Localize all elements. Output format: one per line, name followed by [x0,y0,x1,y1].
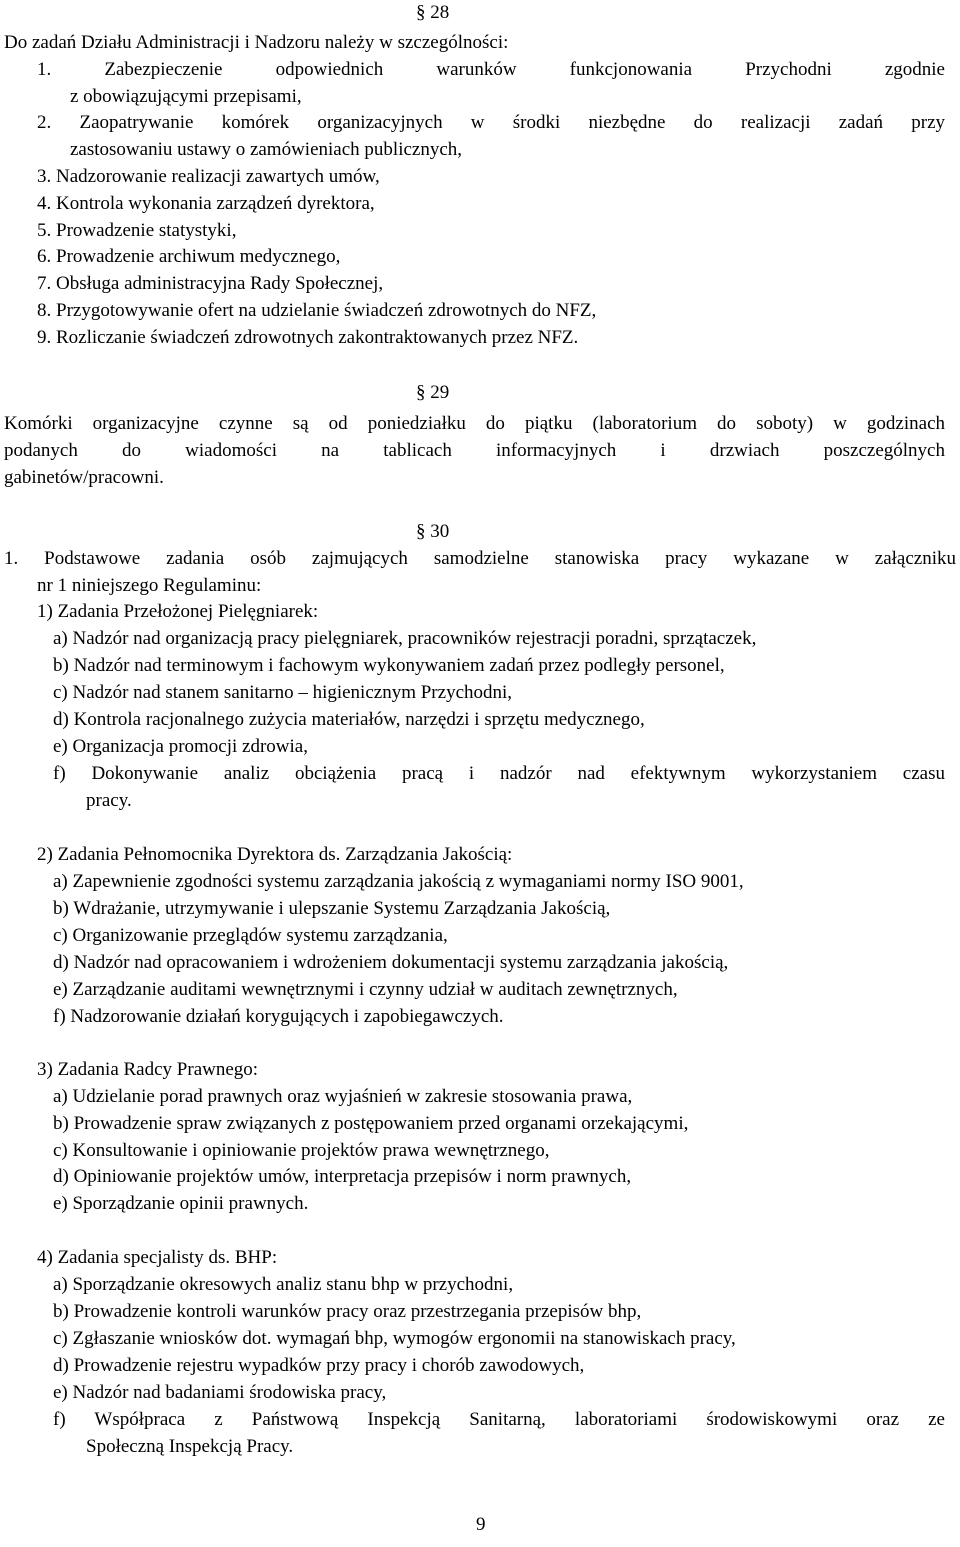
list-item: zastosowaniu ustawy o zamówieniach publicznych, [70,139,463,160]
list-item: b) Wdrażanie, utrzymywanie i ulepszanie Systemu Zarządzania Jakością, [53,898,611,919]
paragraph-line: Komórki organizacyjne czynne są od poniedziałku do piątku (laboratorium do soboty) w godzinach [4,413,945,434]
list-item: 8. Przygotowywanie ofert na udzielanie świadczeń zdrowotnych do NFZ, [37,300,597,321]
list-item: 7. Obsługa administracyjna Rady Społecznej, [37,273,384,294]
list-item: 3. Nadzorowanie realizacji zawartych umów, [37,166,380,187]
section-28-heading: § 28 [416,2,450,23]
list-item: e) Zarządzanie auditami wewnętrznymi i czynny udział w auditach zewnętrznych, [53,979,678,1000]
group-title: 2) Zadania Pełnomocnika Dyrektora ds. Zarządzania Jakością: [37,844,513,865]
list-item: d) Nadzór nad opracowaniem i wdrożeniem dokumentacji systemu zarządzania jakością, [53,952,729,973]
list-item: 9. Rozliczanie świadczeń zdrowotnych zakontraktowanych przez NFZ. [37,327,579,348]
list-item: a) Udzielanie porad prawnych oraz wyjaśnień w zakresie stosowania prawa, [53,1086,633,1107]
list-item: 2. Zaopatrywanie komórek organizacyjnych w środki niezbędne do realizacji zadań przy [37,112,945,133]
list-item: c) Organizowanie przeglądów systemu zarządzania, [53,925,448,946]
list-item: d) Prowadzenie rejestru wypadków przy pracy i chorób zawodowych, [53,1355,585,1376]
list-item: c) Konsultowanie i opiniowanie projektów prawa wewnętrznego, [53,1140,550,1161]
section-29-heading: § 29 [416,382,450,403]
list-item: b) Prowadzenie kontroli warunków pracy oraz przestrzegania przepisów bhp, [53,1301,642,1322]
paragraph-line: 1. Podstawowe zadania osób zajmujących samodzielne stanowiska pracy wykazane w załączniku [4,548,956,569]
list-item: a) Sporządzanie okresowych analiz stanu bhp w przychodni, [53,1274,514,1295]
list-item: e) Nadzór nad badaniami środowiska pracy, [53,1382,387,1403]
group-title: 3) Zadania Radcy Prawnego: [37,1059,259,1080]
list-item: Społeczną Inspekcją Pracy. [86,1436,294,1457]
section-30-heading: § 30 [416,521,450,542]
list-item: d) Opiniowanie projektów umów, interpretacja przepisów i norm prawnych, [53,1166,632,1187]
paragraph-line: podanych do wiadomości na tablicach informacyjnych i drzwiach poszczególnych [4,440,945,461]
list-item: z obowiązującymi przepisami, [70,86,302,107]
list-item: c) Nadzór nad stanem sanitarno – higienicznym Przychodni, [53,682,513,703]
list-item: e) Sporządzanie opinii prawnych. [53,1193,309,1214]
list-item: f) Nadzorowanie działań korygujących i zapobiegawczych. [53,1006,504,1027]
list-item: pracy. [86,790,132,811]
list-item: d) Kontrola racjonalnego zużycia materiałów, narzędzi i sprzętu medycznego, [53,709,645,730]
section-28-intro: Do zadań Działu Administracji i Nadzoru należy w szczególności: [4,32,509,53]
list-item: b) Nadzór nad terminowym i fachowym wykonywaniem zadań przez podległy personel, [53,655,725,676]
paragraph-line: nr 1 niniejszego Regulaminu: [37,575,262,596]
list-item: 4. Kontrola wykonania zarządzeń dyrektora, [37,193,375,214]
group-title: 1) Zadania Przełożonej Pielęgniarek: [37,601,319,622]
list-item: b) Prowadzenie spraw związanych z postępowaniem przed organami orzekającymi, [53,1113,689,1134]
list-item: c) Zgłaszanie wniosków dot. wymagań bhp, wymogów ergonomii na stanowiskach pracy, [53,1328,736,1349]
list-item: f) Współpraca z Państwową Inspekcją Sanitarną, laboratoriami środowiskowymi oraz ze [53,1409,945,1430]
list-item: a) Zapewnienie zgodności systemu zarządzania jakością z wymaganiami normy ISO 9001, [53,871,744,892]
list-item: 1. Zabezpieczenie odpowiednich warunków funkcjonowania Przychodni zgodnie [37,59,945,80]
list-item: f) Dokonywanie analiz obciążenia pracą i nadzór nad efektywnym wykorzystaniem czasu [53,763,945,784]
list-item: 6. Prowadzenie archiwum medycznego, [37,246,341,267]
list-item: e) Organizacja promocji zdrowia, [53,736,308,757]
group-title: 4) Zadania specjalisty ds. BHP: [37,1247,278,1268]
page-number: 9 [476,1514,486,1535]
list-item: 5. Prowadzenie statystyki, [37,220,237,241]
list-item: a) Nadzór nad organizacją pracy pielęgniarek, pracowników rejestracji poradni, sprzątaczek, [53,628,757,649]
paragraph-line: gabinetów/pracowni. [4,467,164,488]
